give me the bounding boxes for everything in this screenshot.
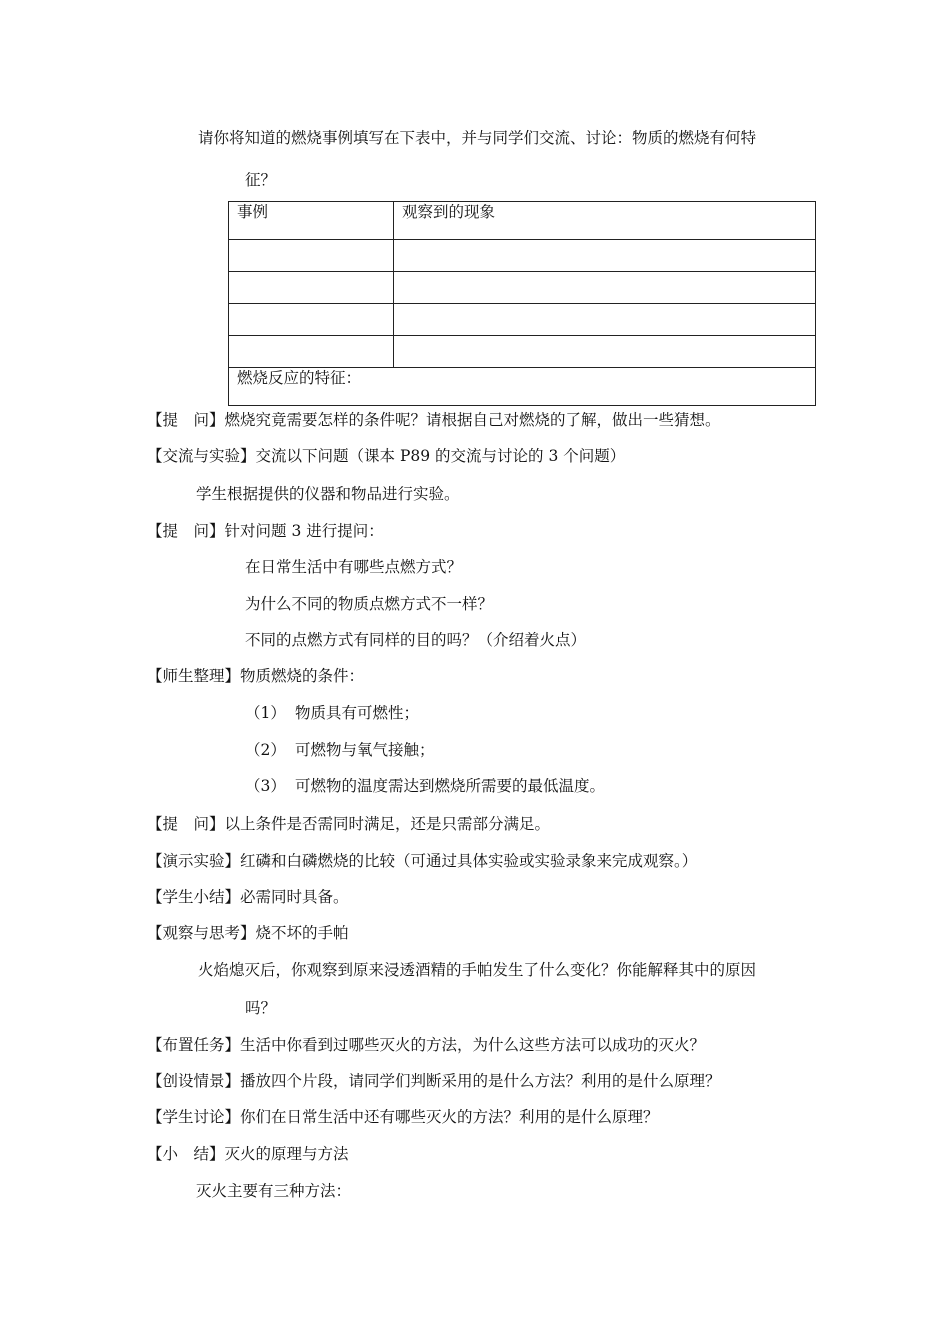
paragraph-text: 针对问题 3 进行提问： [224, 522, 384, 540]
handkerchief-line-1 [198, 960, 756, 980]
col-header-example: 事例 [229, 202, 394, 240]
paragraph-text: 播放四个片段，请同学们判断采用的是什么方法？利用的是什么原理？ [240, 1072, 721, 1090]
question-paragraph [147, 521, 384, 541]
section-tag: 【小 结】 [147, 1145, 225, 1163]
student-discussion-paragraph [147, 1107, 659, 1127]
observe-think-paragraph [147, 923, 349, 943]
extinguish-methods-line [196, 1181, 351, 1201]
condition-item [245, 740, 435, 760]
paragraph-text: 灭火的原理与方法 [224, 1145, 349, 1163]
paragraph-text: 灭火主要有三种方法： [196, 1182, 352, 1200]
section-tag: 【学生小结】 [147, 888, 241, 906]
student-summary-paragraph [147, 887, 349, 907]
paragraph-text: 吗？ [245, 999, 277, 1017]
example-cell[interactable] [229, 240, 394, 272]
item-number: （2） [245, 741, 286, 759]
table-header-row [229, 202, 816, 240]
section-tag: 【提 问】 [147, 411, 225, 429]
phenomenon-cell[interactable] [394, 272, 816, 304]
table-row [229, 336, 816, 368]
student-experiment-line [196, 484, 460, 504]
item-number: （3） [245, 777, 286, 795]
paragraph-text: 你们在日常生活中还有哪些灭火的方法？利用的是什么原理？ [240, 1108, 659, 1126]
conclusion-paragraph [147, 1144, 349, 1164]
sub-question-line [245, 594, 493, 614]
summary-paragraph [147, 666, 364, 686]
combustion-example-table [228, 201, 816, 406]
paragraph-text: 烧不坏的手帕 [255, 924, 349, 942]
question-paragraph [147, 814, 550, 834]
paragraph-text: 火焰熄灭后，你观察到原来浸透酒精的手帕发生了什么变化？你能解释其中的原因 [198, 961, 757, 979]
assign-task-paragraph [147, 1035, 705, 1055]
paragraph-text: 不同的点燃方式有同样的目的吗？（介绍着火点） [245, 631, 587, 649]
paragraph-text: 为什么不同的物质点燃方式不一样？ [245, 595, 494, 613]
paragraph-text: 物质具有可燃性； [295, 704, 420, 722]
paragraph-text: 学生根据提供的仪器和物品进行实验。 [196, 485, 460, 503]
paragraph-text: 以上条件是否需同时满足，还是只需部分满足。 [224, 815, 551, 833]
paragraph-text: 可燃物的温度需达到燃烧所需要的最低温度。 [295, 777, 606, 795]
question-paragraph [147, 410, 721, 430]
sub-question-line [245, 557, 462, 577]
paragraph-text: 燃烧究竟需要怎样的条件呢？请根据自己对燃烧的了解，做出一些猜想。 [224, 411, 721, 429]
handkerchief-line-2 [245, 998, 276, 1018]
example-cell[interactable] [229, 272, 394, 304]
paragraph-text: 可燃物与氧气接触； [295, 741, 435, 759]
phenomenon-cell[interactable] [394, 336, 816, 368]
demo-experiment-paragraph [147, 851, 697, 871]
section-tag: 【学生讨论】 [147, 1108, 241, 1126]
phenomenon-cell[interactable] [394, 304, 816, 336]
sub-question-line [245, 630, 586, 650]
section-tag: 【提 问】 [147, 522, 225, 540]
section-tag: 【布置任务】 [147, 1036, 241, 1054]
intro-line-2: 征？ [245, 171, 277, 189]
section-tag: 【交流与实验】 [147, 447, 256, 465]
intro-line-1: 请你将知道的燃烧事例填写在下表中，并与同学们交流、讨论：物质的燃烧有何特 [198, 129, 757, 147]
table-row [229, 240, 816, 272]
paragraph-text: 在日常生活中有哪些点燃方式？ [245, 558, 463, 576]
paragraph-text: 必需同时具备。 [240, 888, 349, 906]
combustion-features-cell[interactable]: 燃烧反应的特征： [229, 368, 816, 406]
paragraph-text: 红磷和白磷燃烧的比较（可通过具体实验或实验录象来完成观察。） [240, 852, 698, 870]
paragraph-text: 物质燃烧的条件： [240, 667, 365, 685]
create-scenario-paragraph [147, 1071, 721, 1091]
exchange-experiment-paragraph [147, 446, 625, 466]
example-cell[interactable] [229, 304, 394, 336]
section-tag: 【观察与思考】 [147, 924, 256, 942]
condition-item [245, 776, 605, 796]
paragraph-text: 交流以下问题（课本 P89 的交流与讨论的 3 个问题） [255, 447, 626, 465]
example-cell[interactable] [229, 336, 394, 368]
table-footer-row [229, 368, 816, 406]
col-header-phenomenon: 观察到的现象 [394, 202, 816, 240]
phenomenon-cell[interactable] [394, 240, 816, 272]
condition-item [245, 703, 419, 723]
paragraph-text: 生活中你看到过哪些灭火的方法，为什么这些方法可以成功的灭火？ [240, 1036, 706, 1054]
table-row [229, 272, 816, 304]
section-tag: 【提 问】 [147, 815, 225, 833]
section-tag: 【演示实验】 [147, 852, 241, 870]
section-tag: 【师生整理】 [147, 667, 241, 685]
item-number: （1） [245, 704, 286, 722]
section-tag: 【创设情景】 [147, 1072, 241, 1090]
table-row [229, 304, 816, 336]
